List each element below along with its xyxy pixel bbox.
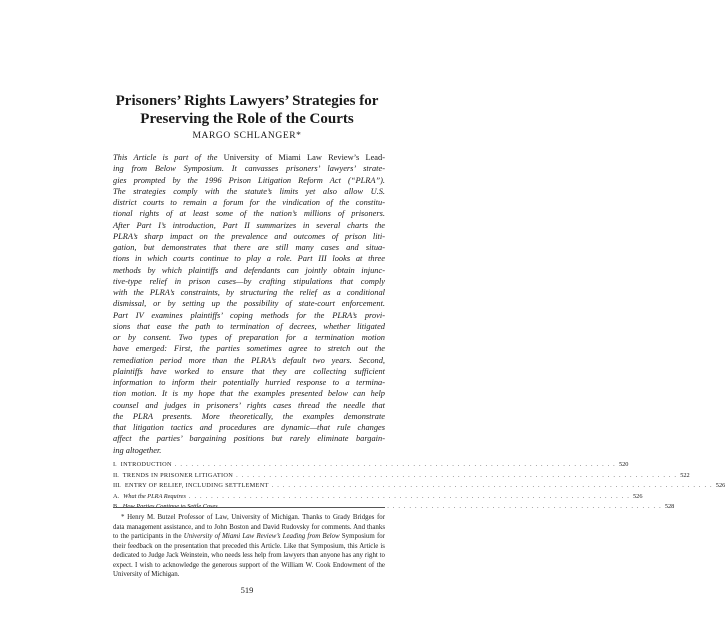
toc-label: TRENDS IN PRISONER LITIGATION: [122, 471, 234, 479]
abstract-text: gies prompted by the 1996 Prison Litigation Reform Act (“PLRA”).: [113, 175, 385, 185]
abstract-line: [113, 332, 385, 343]
abstract-line: [113, 411, 385, 422]
footnote-line: [113, 551, 385, 561]
footnote-divider: [113, 507, 385, 508]
abstract-text: After Part I’s introduction, Part II summarizes in several charts the: [113, 220, 385, 230]
toc-number: II.: [113, 471, 119, 479]
toc-label: ENTRY OF RELIEF, INCLUDING SETTLEMENT: [124, 482, 269, 490]
toc-number: B.: [113, 503, 119, 511]
abstract-text: remediation period more than the PLRA’s default two years. Second,: [113, 355, 385, 365]
abstract-line: [113, 343, 385, 354]
abstract-text: ing altogether.: [113, 445, 162, 455]
footnote-text: University of Michigan.: [113, 571, 180, 578]
abstract-text: Symposium. It canvasses prisoners’ lawyers’ strate-: [183, 164, 385, 174]
toc-entry: [113, 460, 629, 471]
footnote-text: Symposium for: [339, 533, 385, 540]
footnote-text: dedicated to Judge Jack Weinstein, who needs less help from lawyers than anyone has any right to: [113, 552, 385, 559]
abstract-line: [113, 388, 385, 399]
abstract-line: [113, 175, 385, 186]
page-number: 519: [240, 585, 254, 595]
abstract-line: [113, 366, 385, 377]
footnote-text: * Henry M. Butzel Professor of Law, University of Michigan. Thanks to Grady Bridges for: [121, 514, 385, 521]
toc-leader-dots: . . . . . . . . . . . . . . . . . . . . . . . . . . . . . . . . . . . . . . . . . . . . . . . . . . . . . . . . . . . . . . . . . . . . . . . . . . . . . . . .: [174, 461, 616, 468]
footnote-line: [113, 523, 385, 533]
toc-leader-dots: . . . . . . . . . . . . . . . . . . . . . . . . . . . . . . . . . . . . . . . . . . . . . . . . . . . . . . . . . . . . . . . . . . . . . . . . . . . . . . . .: [188, 492, 631, 500]
abstract-line: [113, 186, 385, 197]
toc-number: I.: [113, 461, 117, 468]
abstract-line: [113, 163, 385, 174]
abstract-text: the PLRA presents. More theoretically, the examples demonstrate: [113, 411, 385, 421]
abstract-line: [113, 242, 385, 253]
title-line-1: Prisoners’ Rights Lawyers’ Strategies for: [115, 93, 379, 109]
footnote-line: [113, 570, 385, 580]
abstract-line: [113, 400, 385, 411]
abstract-text: with the PLRA’s constraints, by structuring the relief as a conditional: [113, 288, 385, 297]
abstract-line: [113, 355, 385, 366]
toc-label: INTRODUCTION: [120, 461, 172, 468]
toc-leader-dots: . . . . . . . . . . . . . . . . . . . . . . . . . . . . . . . . . . . . . . . . . . . . . . . . . . . . . . . . . . . . . . . . . . . . . . . . . . . . . . . .: [220, 503, 662, 511]
footnote-line: [113, 561, 385, 571]
toc-number: A.: [113, 492, 120, 500]
abstract-text: district courts to remain a forum for the vindication of the constitu-: [113, 198, 385, 207]
abstract-text: tions in which courts continue to play a role. Part III looks at three: [113, 254, 385, 264]
footnote-line: [113, 513, 385, 523]
abstract-text: tional rights of at least some of the nation’s millions of prisoners.: [113, 209, 385, 219]
abstract-text: have emerged: First, the parties sometimes agree to stretch out the: [113, 344, 385, 354]
abstract-text: counsel and judges in prisoners’ rights cases thread the needle that: [113, 400, 385, 410]
toc-leader-dots: . . . . . . . . . . . . . . . . . . . . . . . . . . . . . . . . . . . . . . . . . . . . . . . . . . . . . . . . . . . . . . . . . . . . . . . . . . . . . . . .: [271, 482, 713, 490]
footnote-line: [113, 542, 385, 552]
abstract-text: methods by which plaintiffs and defendants can jointly obtain injunc-: [113, 265, 385, 275]
abstract-text: gation, but demonstrates that there are still many cases and situa-: [113, 243, 385, 252]
abstract-line: [113, 321, 385, 332]
abstract-line: [113, 433, 385, 444]
footnote-text: data management assistance, and to John Boston and David Rudovsky for comments. And thanks: [113, 523, 385, 531]
abstract-text: affect the parties’ bargaining positions but rarely eliminate bargain-: [113, 434, 385, 444]
toc-label: How Parties Continue to Settle Cases: [122, 503, 218, 511]
footnote-line: [113, 532, 385, 542]
toc-page-number: 526: [715, 482, 725, 490]
abstract-line: [113, 197, 385, 208]
abstract-text: dismissal, or by setting up the possibility of state-court enforcement.: [113, 299, 385, 309]
footnote-text: to the participants in the: [113, 533, 184, 540]
abstract-text: that litigation tactics and procedures are dynamic—that rule changes: [113, 423, 385, 432]
author-footnote: [113, 513, 385, 580]
toc-page-number: 520: [618, 461, 629, 468]
abstract-line: [113, 265, 385, 276]
abstract-line: [113, 276, 385, 287]
toc-page-number: 522: [680, 471, 690, 479]
abstract-text: The strategies comply with the statute’s limits yet also allow U.S.: [113, 186, 385, 196]
abstract-line: [113, 422, 385, 433]
abstract-text: or by consent. Two types of preparation for a termination motion: [113, 333, 385, 342]
abstract-journal-name: University of Miami Law Review’s Lead-: [223, 153, 385, 162]
toc-page-number: 528: [664, 503, 675, 511]
abstract-text: sions that ease the path to termination of decrees, whether litigated: [113, 321, 385, 331]
toc-number: III.: [113, 482, 121, 490]
abstract-line: [113, 208, 385, 219]
abstract-line: [113, 445, 385, 456]
abstract-line: [113, 310, 385, 321]
abstract-text: tion motion. It is my hope that the examples presented below can help: [113, 389, 385, 399]
abstract-line: [113, 231, 385, 242]
abstract-text: This Article is part of the: [113, 153, 224, 162]
toc-entry: [113, 492, 643, 503]
toc-leader-dots: . . . . . . . . . . . . . . . . . . . . . . . . . . . . . . . . . . . . . . . . . . . . . . . . . . . . . . . . . . . . . . . . . . . . . . . . . . . . . . . .: [236, 471, 678, 479]
abstract-line: [113, 377, 385, 388]
abstract-text: plaintiffs have worked to ensure that they are collecting sufficient: [113, 366, 385, 376]
table-of-contents: [113, 460, 725, 513]
abstract-line: [113, 152, 385, 163]
abstract-line: [113, 298, 385, 309]
toc-page-number: 526: [633, 492, 643, 500]
footnote-text: their feedback on the presentation that preceded this Article. Like that Symposium, this Article is: [113, 542, 385, 550]
abstract-line: [113, 220, 385, 231]
title-line-2: Preserving the Role of the Courts: [140, 111, 354, 127]
article-title: [80, 92, 414, 128]
abstract-text: PLRA’s sharp impact on the prevalence and outcomes of prison liti-: [113, 231, 385, 241]
abstract-line: [113, 287, 385, 298]
abstract-text: ing from Below: [113, 164, 184, 174]
author-name: MARGO SCHLANGER*: [192, 131, 302, 141]
abstract-text: Part IV examines plaintiffs’ coping methods for the PLRA’s provi-: [113, 310, 385, 320]
toc-entry: [113, 471, 690, 482]
toc-label: What the PLRA Requires: [123, 492, 186, 500]
toc-entry: [113, 481, 725, 492]
footnote-italic-title: University of Miami Law Review’s Leading from Below: [183, 533, 340, 540]
abstract-line: [113, 253, 385, 264]
abstract-text: tive-type relief in prison cases—by crafting stipulations that comply: [113, 276, 385, 286]
abstract: [113, 152, 385, 456]
footnote-text: expect. I wish to acknowledge the generous support of the William W. Cook Endowment of the: [113, 561, 385, 569]
abstract-text: information to inform their potentially hurried response to a termina-: [113, 378, 385, 387]
